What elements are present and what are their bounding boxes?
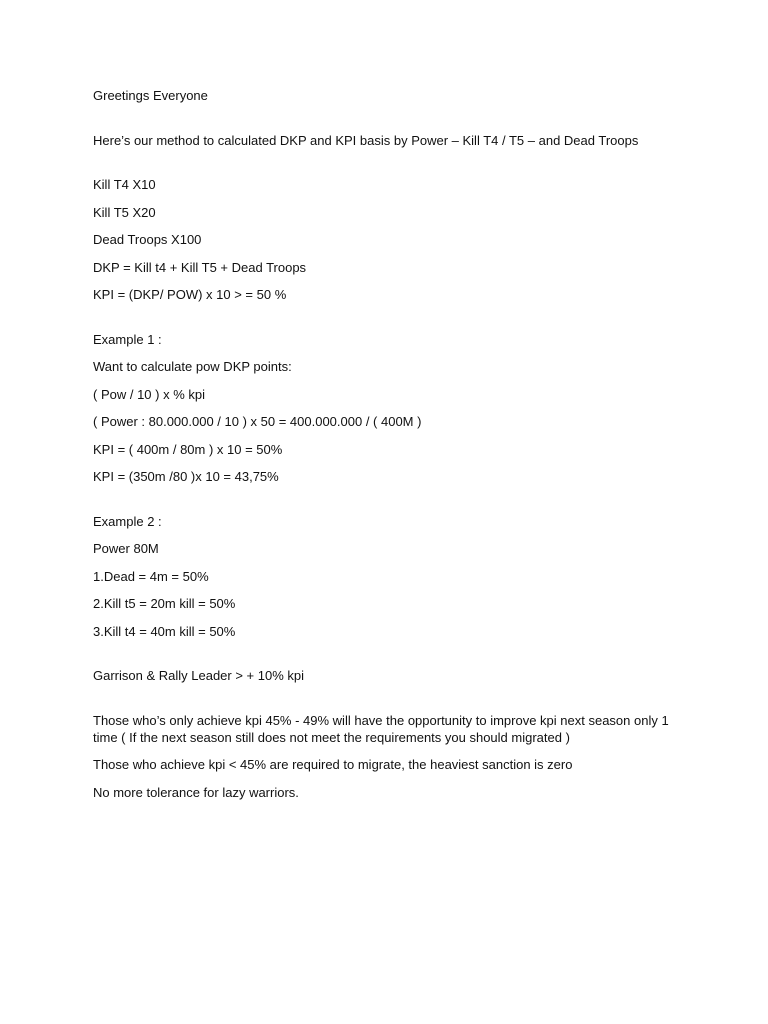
greeting-text: Greetings Everyone [93, 88, 208, 103]
example1-heading: Example 1 : [93, 331, 162, 347]
rule-line: KPI = (DKP/ POW) x 10 > = 50 % [93, 287, 287, 302]
example1-line: KPI = ( 400m / 80m ) x 10 = 50% [93, 441, 283, 457]
spacer [93, 115, 683, 132]
rule-line: Kill T4 X10 [93, 177, 156, 192]
example2-line: 2.Kill t5 = 20m kill = 50% [93, 596, 236, 611]
closing-line: Those who’s only achieve kpi 45% - 49% will have the opportunity to improve kpi next season only 1 time ( If the next season still does not meet the requirements you should migrated ) [93, 712, 673, 745]
example1-line: Want to calculate pow DKP points: [93, 359, 292, 374]
spacer [93, 650, 683, 667]
example2-heading: Example 2 : [93, 513, 162, 529]
document-body [93, 87, 683, 811]
spacer [93, 314, 683, 331]
example2-line: 1.Dead = 4m = 50% [93, 568, 209, 584]
intro-text: Here’s our method to calculated DKP and KPI basis by Power – Kill T4 / T5 – and Dead Troops [93, 132, 639, 148]
spacer [93, 159, 683, 176]
spacer [93, 695, 683, 712]
example2-line: 3.Kill t4 = 40m kill = 50% [93, 623, 236, 639]
example1-line: ( Power : 80.000.000 / 10 ) x 50 = 400.000.000 / ( 400M ) [93, 414, 422, 429]
rule-line: Dead Troops X100 [93, 232, 202, 247]
closing-line: Those who achieve kpi < 45% are required to migrate, the heaviest sanction is zero [93, 757, 573, 772]
spacer [93, 496, 683, 513]
bonus-text: Garrison & Rally Leader > + 10% kpi [93, 668, 304, 683]
example2-line: Power 80M [93, 541, 159, 556]
closing-line: No more tolerance for lazy warriors. [93, 784, 299, 800]
rule-line: Kill T5 X20 [93, 204, 156, 220]
example1-line: ( Pow / 10 ) x % kpi [93, 386, 205, 402]
rule-line: DKP = Kill t4 + Kill T5 + Dead Troops [93, 259, 307, 275]
example1-line: KPI = (350m /80 )x 10 = 43,75% [93, 469, 279, 484]
